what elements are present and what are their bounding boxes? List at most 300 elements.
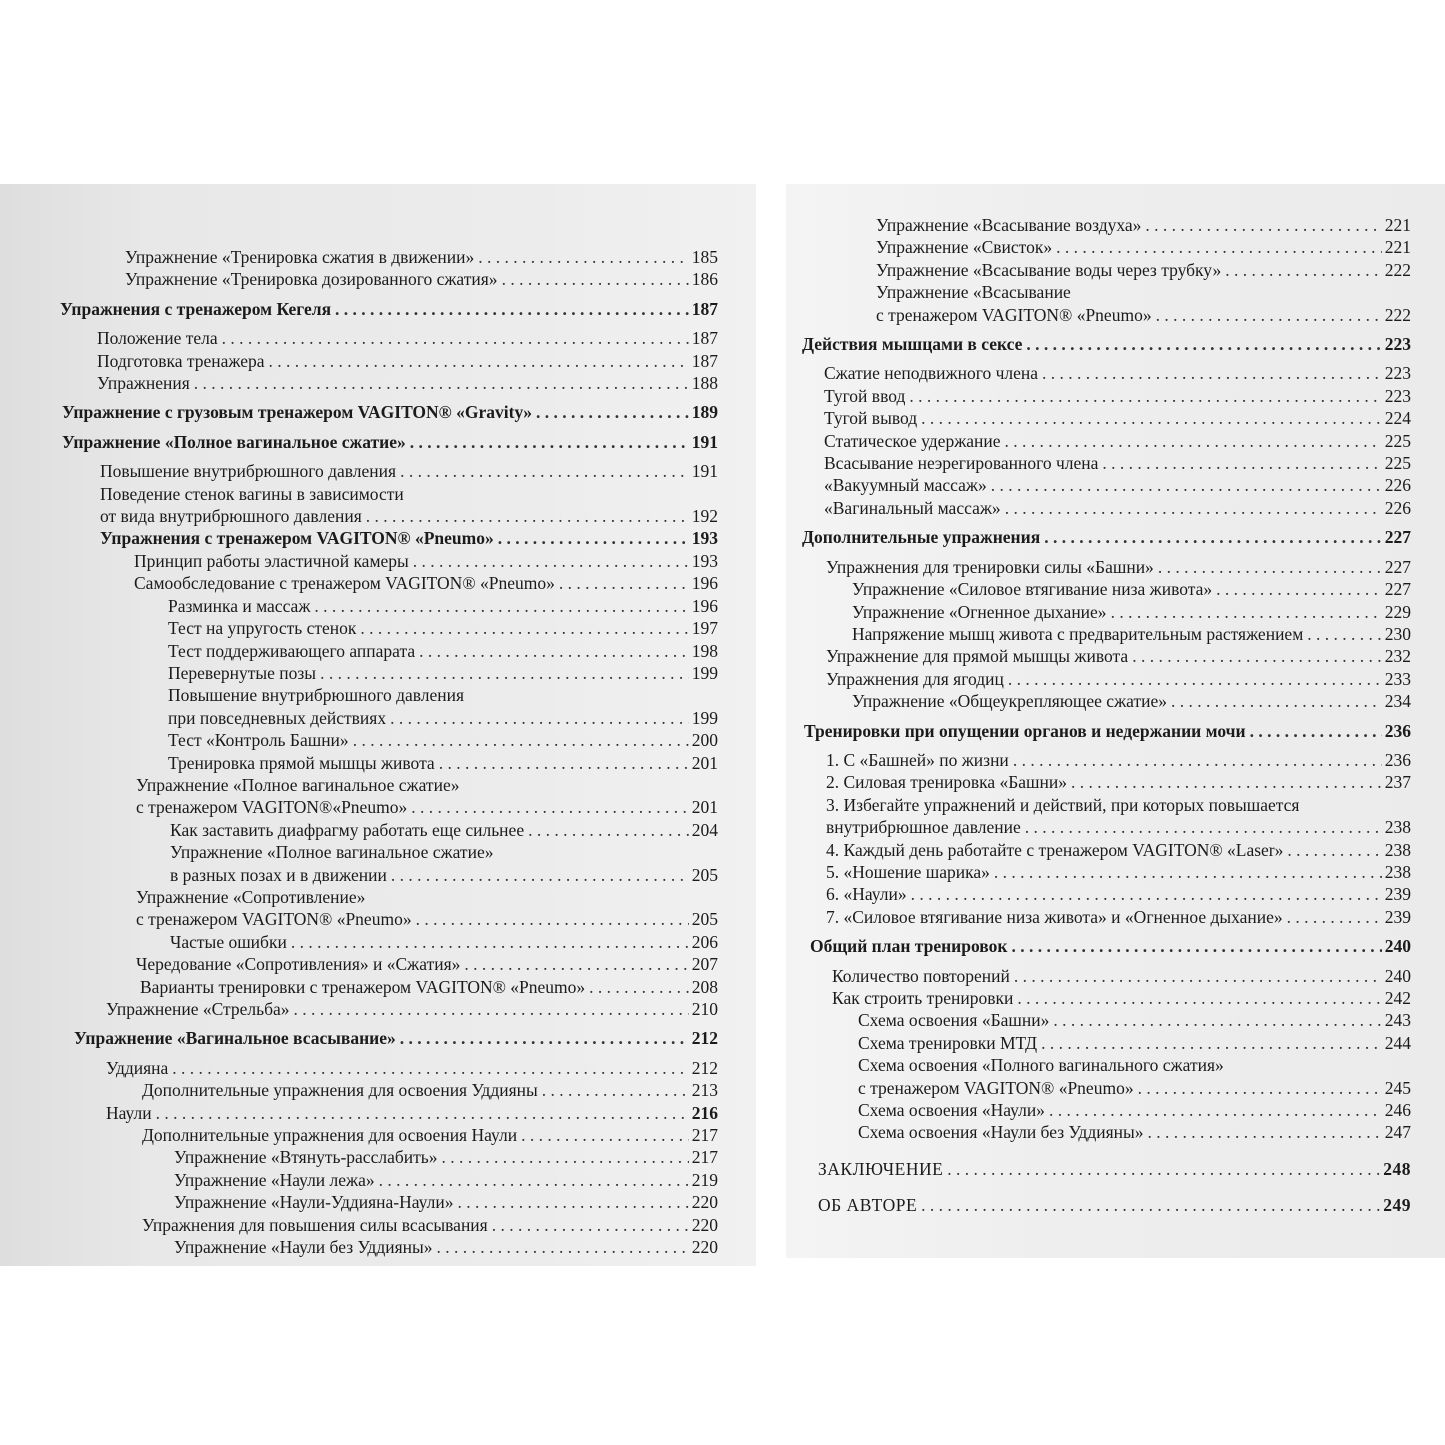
dot-leader [172,1057,688,1079]
toc-entry-title: 1. С «Башней» по жизни [826,749,1009,770]
toc-entry [0,819,718,841]
dot-leader [1014,965,1382,987]
toc-entry-title: Перевернутые позы [168,662,317,683]
toc-entry [786,281,1411,326]
toc-entry-title: Тугой ввод [824,385,906,406]
right-page [786,184,1445,1258]
toc-entry-title: Тренировка прямой мышцы живота [168,752,435,773]
toc-entry [786,965,1411,987]
toc-entry-title: Статическое удержание [824,430,1001,451]
dot-leader [498,527,689,549]
toc-entry-title: Повышение внутрибрюшного давления [100,461,397,482]
dot-leader [1132,645,1382,667]
dot-leader [410,431,689,453]
toc-entry-title: Тест поддерживающего аппарата [168,640,416,661]
toc-page-number: 205 [691,864,718,885]
toc-page-number: 242 [1384,988,1411,1008]
toc-entry-title: от вида внутрибрюшного давления [100,506,362,527]
toc-entry [0,1057,718,1079]
toc-entry [0,617,718,639]
toc-page-number: 217 [691,1147,718,1168]
toc-page-number: 187 [691,328,718,349]
toc-entry-title: Упражнение «Свисток» [876,237,1053,258]
toc-page-number: 205 [691,909,718,930]
toc-entry [786,883,1411,905]
toc-entry-title: 6. «Наули» [826,884,907,905]
toc-entry-title: «Вагинальный массаж» [824,497,1001,518]
toc-entry-title: Дополнительные упражнения [802,527,1041,548]
table-of-contents-right [786,214,1411,1217]
toc-entry [0,1146,718,1168]
dot-leader [1250,720,1382,742]
toc-page-number: 199 [691,662,718,683]
toc-entry [0,1079,718,1101]
toc-page-number: 189 [691,402,718,423]
toc-entry-title: Упражнение «Огненное дыхание» [852,601,1107,622]
toc-entry-title: Схема освоения «Наули» [858,1100,1045,1121]
toc-entry [786,236,1411,258]
toc-entry-title: внутрибрюшное давление [826,817,1021,838]
toc-page-number: 236 [1384,720,1411,741]
dot-leader [291,931,689,953]
dot-leader [1056,236,1382,258]
dot-leader [1042,362,1382,384]
dot-leader [911,883,1382,905]
dot-leader [156,1102,689,1124]
dot-leader [1049,1099,1382,1121]
toc-entry [0,1169,718,1191]
toc-entry [786,935,1411,957]
dot-leader [416,908,689,930]
toc-entry [786,430,1411,452]
toc-entry-title: Упражнение «Наули-Уддияна-Наули» [174,1192,454,1213]
toc-page-number: 201 [691,797,718,818]
toc-entry-title: Упражнения для повышения силы всасывания [142,1214,488,1235]
toc-entry-title: Схема освоения «Башни» [858,1010,1050,1031]
toc-entry [0,841,718,886]
toc-page-number: 221 [1384,215,1411,235]
dot-leader [464,953,688,975]
toc-page-number: 222 [1384,259,1411,280]
toc-page-number: 196 [691,595,718,616]
toc-entry [786,601,1411,623]
toc-page-number: 247 [1384,1122,1411,1143]
toc-page-number: 210 [691,999,718,1019]
dot-leader [1071,771,1382,793]
toc-entry-title: Тугой вывод [824,408,918,429]
dot-leader [947,1158,1380,1180]
toc-page-number: 240 [1384,936,1411,957]
toc-entry [786,987,1411,1009]
toc-page-number: 222 [1384,304,1411,325]
toc-entry-title: Тест на упругость стенок [168,618,357,639]
toc-entry [786,1009,1411,1031]
toc-page-number: 219 [691,1169,718,1190]
dot-leader [1044,526,1382,548]
toc-page-number: 239 [1384,884,1411,905]
toc-page-number: 232 [1384,646,1411,667]
toc-page-number: 249 [1383,1195,1411,1216]
toc-entry [786,407,1411,429]
toc-entry [0,572,718,594]
toc-entry [786,839,1411,861]
toc-entry-title: Упражнение «Общеукрепляющее сжатие» [852,691,1168,712]
toc-page-number: 221 [1384,237,1411,258]
toc-entry-title: 2. Силовая тренировка «Башни» [826,772,1068,793]
dot-leader [1005,497,1382,519]
toc-entry-title: Схема освоения «Наули без Уддияны» [858,1122,1144,1143]
dot-leader [391,864,689,886]
dot-leader [194,372,689,394]
toc-page-number: 240 [1384,965,1411,986]
toc-entry-title: Наули [106,1102,152,1123]
dot-leader [390,707,689,729]
dot-leader [492,1214,689,1236]
toc-entry-title: Дополнительные упражнения для освоения Уддияны [142,1080,538,1101]
toc-page-number: 238 [1384,861,1411,882]
dot-leader [1145,214,1381,236]
toc-entry-title: ОБ АВТОРЕ [818,1195,918,1216]
dot-leader [536,401,689,423]
toc-page-number: 198 [691,640,718,661]
toc-entry-title: Положение тела [97,328,218,349]
toc-page-number: 237 [1384,772,1411,793]
toc-page-number: 187 [691,298,718,319]
dot-leader [1053,1009,1381,1031]
toc-page-number: 244 [1384,1032,1411,1053]
toc-page-number: 213 [691,1080,718,1101]
toc-entry-title: Упражнение для прямой мышцы живота [826,646,1129,667]
dot-leader [379,1169,689,1191]
toc-entry [0,1236,718,1258]
toc-entry [0,729,718,751]
toc-entry [786,906,1411,928]
toc-entry-title: Упражнения для тренировки силы «Башни» [826,556,1154,577]
dot-leader [1017,987,1381,1009]
dot-leader [442,1146,689,1168]
toc-page-number: 212 [691,1028,718,1049]
dot-leader [1156,304,1382,326]
toc-page-number: 196 [691,573,718,594]
dot-leader [1008,668,1382,690]
toc-entry-title: Как строить тренировки [832,988,1014,1008]
toc-page-number: 220 [691,1237,718,1258]
toc-entry [786,861,1411,883]
dot-leader [400,1027,689,1049]
toc-page-number: 223 [1384,363,1411,384]
toc-page-number: 201 [691,752,718,773]
toc-entry-title: Тест «Контроль Башни» [168,730,349,751]
toc-entry [0,483,718,528]
dot-leader [314,595,688,617]
toc-entry-title: с тренажером VAGITON® «Pneumo» [876,304,1152,325]
toc-page-number: 216 [691,1102,718,1123]
toc-entry-title: 5. «Ношение шарика» [826,861,990,882]
dot-leader [502,268,689,290]
dot-leader [559,572,689,594]
toc-entry [786,668,1411,690]
toc-entry [0,595,718,617]
toc-entry-title: Упражнение «Наули без Уддияны» [174,1237,433,1258]
toc-entry [786,1194,1411,1216]
toc-entry [786,720,1411,742]
toc-page-number: 224 [1384,408,1411,429]
dot-leader [1287,906,1382,928]
toc-entry-title: Уддияна [106,1057,169,1078]
dot-leader [1225,259,1382,281]
toc-page-number: 220 [691,1192,718,1213]
toc-page-number: 233 [1384,668,1411,689]
toc-page-number: 191 [691,431,718,452]
toc-entry-title: при повседневных действиях [168,707,387,728]
toc-entry-title: Упражнение с грузовым тренажером VAGITON® «Gravity» [62,402,532,423]
toc-page-number: 188 [691,373,718,394]
toc-page-number: 226 [1384,497,1411,518]
toc-entry-title: Количество повторений [832,965,1010,986]
toc-entry [0,327,718,349]
toc-page-number: 185 [691,247,718,267]
toc-entry [0,268,718,290]
toc-entry-title: Общий план тренировок [810,936,1008,957]
toc-entry [0,1124,718,1146]
dot-leader [1148,1121,1382,1143]
dot-leader [439,752,689,774]
toc-page-number: 239 [1384,906,1411,927]
dot-leader [1287,839,1381,861]
toc-entry [0,886,718,931]
toc-entry [786,1054,1411,1099]
toc-page-number: 200 [691,730,718,751]
toc-page-number: 227 [1384,579,1411,600]
toc-entry-title: Тренировки при опущении органов и недержании мочи [804,720,1246,741]
toc-entry-title: Упражнение «Силовое втягивание низа живота» [852,579,1213,600]
toc-entry-title: Как заставить диафрагму работать еще сильнее [170,819,525,840]
toc-page-number: 248 [1383,1158,1411,1179]
toc-entry-title-line1: Схема освоения «Полного вагинального сжатия» [858,1055,1224,1076]
toc-entry [786,452,1411,474]
toc-entry [786,526,1411,548]
toc-page-number: 193 [691,550,718,571]
toc-page-number: 236 [1384,749,1411,770]
toc-page-number: 220 [691,1214,718,1235]
toc-entry [786,794,1411,839]
toc-entry [786,690,1411,712]
toc-entry-title: с тренажером VAGITON®«Pneumo» [136,797,408,818]
dot-leader [1158,556,1382,578]
dot-leader [360,617,688,639]
toc-page-number: 223 [1384,385,1411,406]
toc-entry-title: Упражнение «Втянуть-расслабить» [174,1147,438,1168]
toc-entry-title: Упражнение «Тренировка дозированного сжатия» [125,269,498,290]
toc-entry [786,1032,1411,1054]
toc-entry [786,771,1411,793]
toc-entry-title: с тренажером VAGITON® «Pneumo» [136,909,412,930]
toc-entry-title: Самообследование с тренажером VAGITON® «Pneumo» [134,573,555,594]
toc-entry [0,527,718,549]
toc-page-number: 197 [691,618,718,639]
dot-leader [353,729,689,751]
toc-entry [0,246,718,268]
toc-page-number: 234 [1384,691,1411,712]
toc-page-number: 206 [691,931,718,952]
toc-page-number: 225 [1384,453,1411,474]
toc-entry-title: в разных позах и в движении [170,864,387,885]
toc-entry-title: Упражнение «Наули лежа» [174,1169,375,1190]
dot-leader [320,662,689,684]
toc-entry [0,1027,718,1049]
toc-entry-title: Упражнение «Всасывание воздуха» [876,215,1142,235]
toc-entry-title: Упражнение «Стрельба» [106,999,290,1019]
toc-entry [786,474,1411,496]
toc-entry-title: Чередование «Сопротивления» и «Сжатия» [136,954,461,975]
toc-page-number: 192 [691,506,718,527]
dot-leader [994,861,1382,883]
toc-page-number: 227 [1384,527,1411,548]
dot-leader [909,385,1381,407]
toc-page-number: 187 [691,350,718,371]
dot-leader [294,998,689,1020]
toc-page-number: 193 [691,528,718,549]
toc-page-number: 217 [691,1125,718,1146]
toc-entry-title: Упражнение «Полное вагинальное сжатие» [62,431,406,452]
toc-entry [0,998,718,1020]
toc-entry [0,774,718,819]
toc-entry [0,401,718,423]
toc-entry [786,333,1411,355]
dot-leader [1102,452,1381,474]
toc-page-number: 238 [1384,839,1411,860]
toc-entry-title: Схема тренировки МТД [858,1032,1038,1053]
toc-entry [0,684,718,729]
toc-entry-title: Упражнение «Вагинальное всасывание» [74,1028,396,1049]
toc-entry [786,1158,1411,1180]
toc-entry [786,556,1411,578]
dot-leader [1171,690,1382,712]
dot-leader [921,407,1382,429]
toc-entry [786,497,1411,519]
toc-page-number: 226 [1384,475,1411,496]
dot-leader [1111,601,1382,623]
toc-entry [0,953,718,975]
table-of-contents-left [0,246,718,1258]
toc-entry-title-line1: Упражнение «Полное вагинальное сжатие» [170,842,494,863]
toc-entry-title: 7. «Силовое втягивание низа живота» и «Огненное дыхание» [826,906,1283,927]
dot-leader [1138,1077,1382,1099]
toc-entry [0,460,718,482]
toc-entry-title: с тренажером VAGITON® «Pneumo» [858,1077,1134,1098]
toc-entry [0,431,718,453]
toc-entry-title-line1: Упражнение «Полное вагинальное сжатие» [136,774,460,795]
toc-entry-title: Принцип работы эластичной камеры [134,550,409,571]
toc-entry [0,372,718,394]
dot-leader [335,298,689,320]
dot-leader [542,1079,689,1101]
toc-page-number: 227 [1384,556,1411,577]
toc-entry-title: Напряжение мышц живота с предварительным растяжением [852,623,1304,644]
dot-leader [521,1124,689,1146]
toc-page-number: 212 [691,1057,718,1078]
toc-entry-title: Всасывание неэрегированного члена [824,453,1099,474]
toc-entry [786,259,1411,281]
dot-leader [1307,623,1381,645]
toc-entry [0,640,718,662]
dot-leader [437,1236,689,1258]
toc-page-number: 229 [1384,601,1411,622]
toc-page-number: 243 [1384,1010,1411,1031]
toc-entry-title: ЗАКЛЮЧЕНИЕ [818,1158,944,1179]
toc-entry-title-line1: Упражнение «Всасывание [876,282,1071,303]
toc-page-number: 208 [691,976,718,997]
toc-entry-title: «Вакуумный массаж» [824,475,987,496]
toc-entry-title: Упражнение «Всасывание воды через трубку» [876,259,1222,280]
toc-entry-title: Упражнения с тренажером Кегеля [60,298,332,319]
toc-page-number: 191 [691,461,718,482]
toc-page-number: 204 [691,819,718,840]
dot-leader [400,460,689,482]
toc-entry-title: Действия мышцами в сексе [802,334,1023,355]
dot-leader [921,1194,1380,1216]
toc-entry [786,362,1411,384]
toc-entry-title-line1: 3. Избегайте упражнений и действий, при которых повышается [826,794,1300,815]
toc-entry [786,645,1411,667]
dot-leader [222,327,689,349]
toc-entry [786,623,1411,645]
toc-entry [0,298,718,320]
toc-entry-title: Частые ошибки [170,931,287,952]
dot-leader [1011,935,1381,957]
dot-leader [589,976,689,998]
dot-leader [1041,1032,1382,1054]
toc-page-number: 207 [691,954,718,975]
toc-entry [0,1102,718,1124]
toc-entry [0,350,718,372]
toc-entry [0,1191,718,1213]
toc-entry [786,1099,1411,1121]
toc-entry-title: Подготовка тренажера [97,350,265,371]
toc-entry [0,662,718,684]
toc-entry-title: Упражнения для ягодиц [826,668,1004,689]
toc-page-number: 199 [691,707,718,728]
toc-entry-title: Сжатие неподвижного члена [824,363,1039,384]
toc-page-number: 186 [691,269,718,290]
toc-entry [0,550,718,572]
toc-entry-title-line1: Повышение внутрибрюшного давления [168,685,465,706]
dot-leader [1013,749,1382,771]
toc-entry-title: Разминка и массаж [168,595,311,616]
toc-entry-title: Упражнения с тренажером VAGITON® «Pneumo» [100,528,494,549]
toc-entry-title: Дополнительные упражнения для освоения Наули [142,1125,518,1146]
toc-page-number: 238 [1384,817,1411,838]
dot-leader [1026,333,1381,355]
dot-leader [991,474,1382,496]
dot-leader [457,1191,688,1213]
toc-entry-title: Упражнение «Тренировка сжатия в движении» [125,247,475,267]
dot-leader [1005,430,1382,452]
left-page [0,184,756,1266]
dot-leader [419,640,689,662]
toc-entry [0,1214,718,1236]
dot-leader [528,819,689,841]
toc-page-number: 246 [1384,1100,1411,1121]
toc-entry-title-line1: Поведение стенок вагины в зависимости [100,483,404,504]
toc-entry [786,385,1411,407]
toc-entry [786,1121,1411,1143]
dot-leader [478,246,689,268]
toc-entry-title-line1: Упражнение «Сопротивление» [136,886,366,907]
toc-page-number: 225 [1384,430,1411,451]
dot-leader [366,505,689,527]
toc-entry-title: Варианты тренировки с тренажером VAGITON® «Pneumo» [140,976,586,997]
